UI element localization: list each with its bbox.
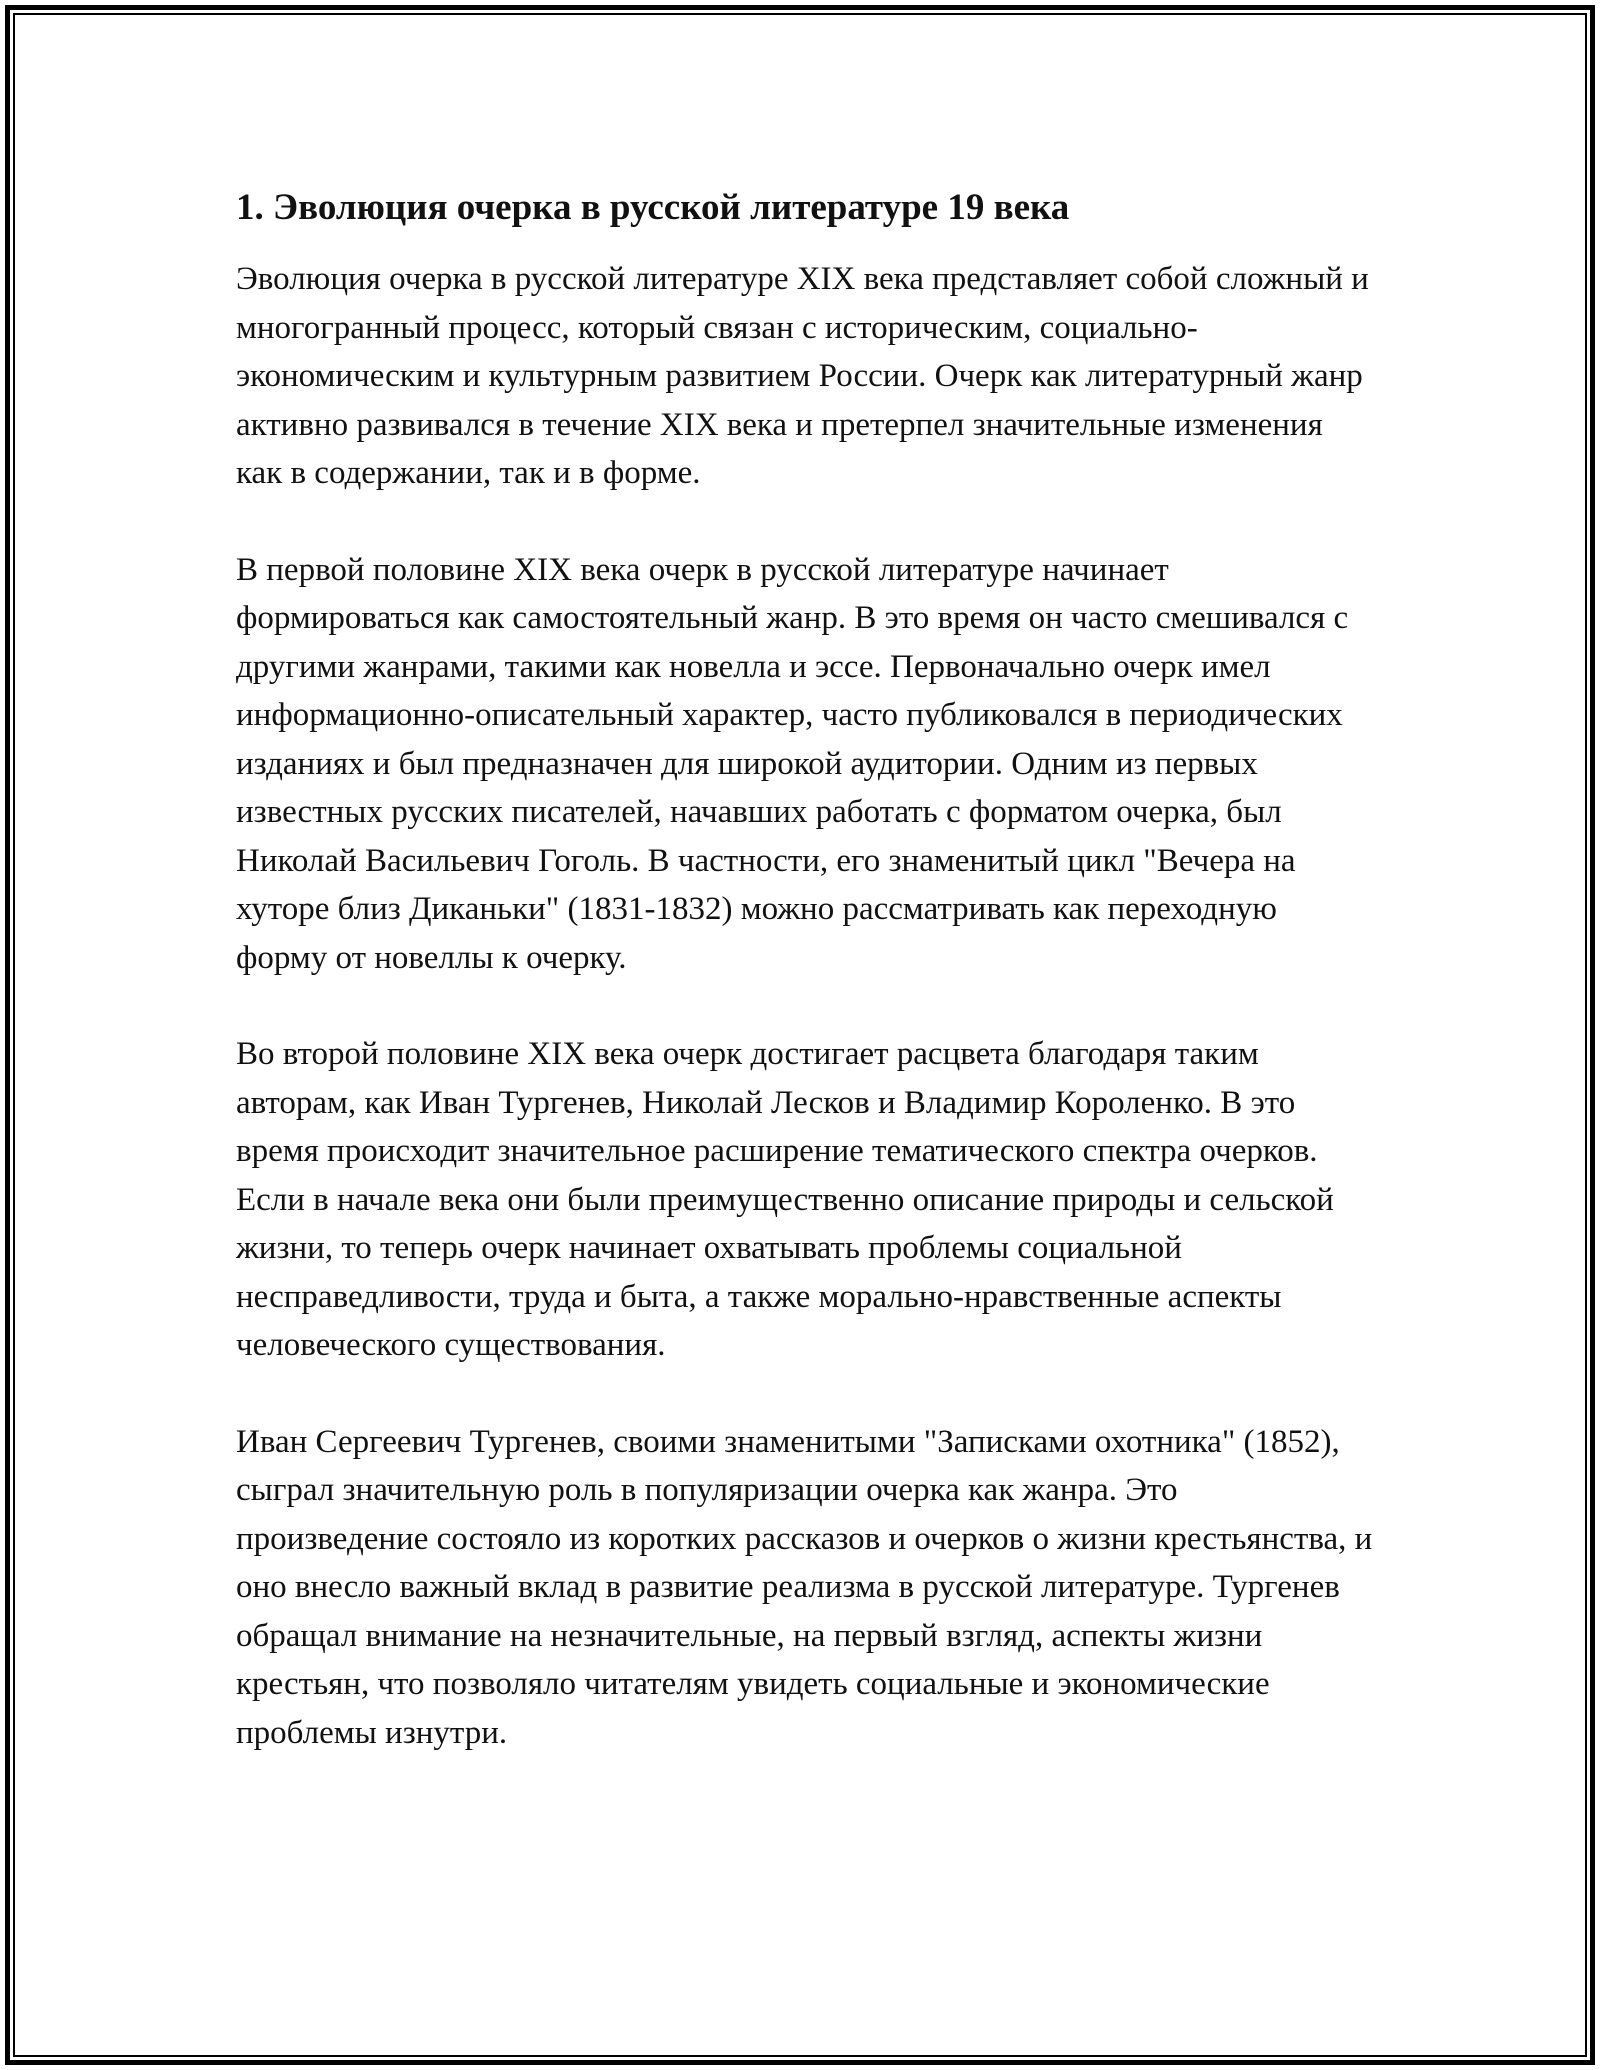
document-body (236, 183, 1376, 1757)
paragraph-first-half-century: В первой половине XIX века очерк в русской литературе начинает формироваться как самостоятельный жанр. В это время он часто смешивался с другими жанрами, такими как новелла и эссе. Первоначально очерк имел информационно-описательный характер, часто публиковался в периодических изданиях и был предназначен для широкой аудитории. Одним из первых известных русских писателей, начавших работать с форматом очерка, был Николай Васильевич Гоголь. В частности, его знаменитый цикл "Вечера на хуторе близ Диканьки" (1831-1832) можно рассматривать как переходную форму от новеллы к очерку. (236, 551, 1349, 976)
paragraph-turgenev: Иван Сергеевич Тургенев, своими знаменитыми "Записками охотника" (1852), сыграл значительную роль в популяризации очерка как жанра. Это произведение состояло из коротких рассказов и очерков о жизни крестьянства, и оно внесло важный вклад в развитие реализма в русской литературе. Тургенев обращал внимание на незначительные, на первый взгляд, аспекты жизни крестьян, что позволяло читателям увидеть социальные и экономические проблемы изнутри. (236, 1423, 1373, 1751)
section-heading: 1. Эволюция очерка в русской литературе 19 века (236, 187, 1070, 228)
paragraph-second-half-century: Во второй половине XIX века очерк достигает расцвета благодаря таким авторам, как Иван Тургенев, Николай Лесков и Владимир Короленко. В это время происходит значительное расширение тематического спектра очерков. Если в начале века они были преимущественно описание природы и сельской жизни, то теперь очерк начинает охватывать проблемы социальной несправедливости, труда и быта, а также морально-нравственные аспекты человеческого существования. (236, 1036, 1334, 1363)
paragraph-intro: Эволюция очерка в русской литературе XIX века представляет собой сложный и многогранный процесс, который связан с историческим, социально-экономическим и культурным развитием России. Очерк как литературный жанр активно развивался в течение XIX века и претерпел значительные изменения как в содержании, так и в форме. (236, 261, 1369, 491)
